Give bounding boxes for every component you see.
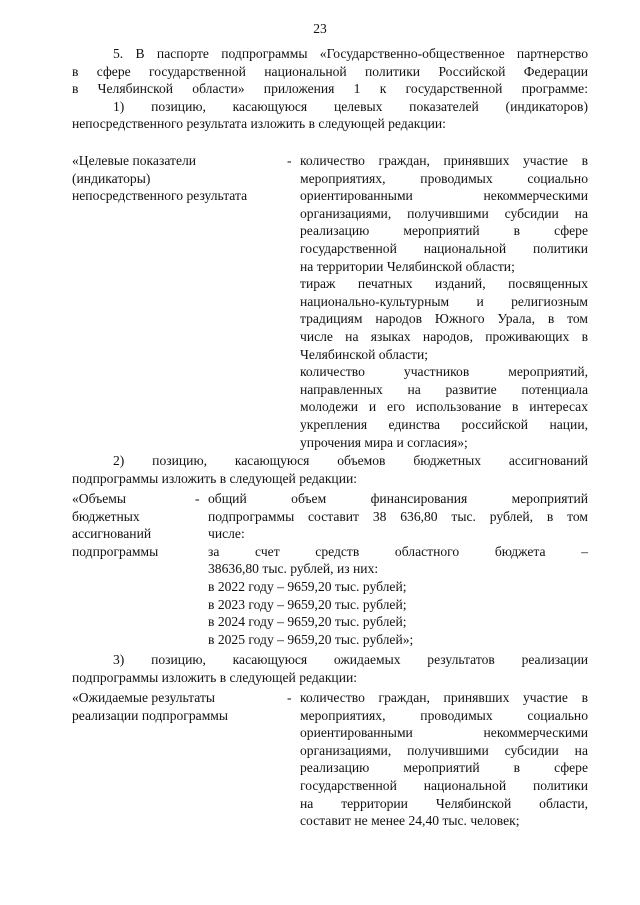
- value-line: мероприятиях, проводимых социально: [300, 170, 588, 186]
- paragraph-line: подпрограммы изложить в следующей редакции:: [72, 470, 358, 486]
- label-line: (индикаторы): [72, 170, 151, 186]
- value-line: на территории Челябинской области,: [300, 795, 588, 811]
- budget-paragraph: [72, 452, 588, 487]
- paragraph-line: 2) позицию, касающуюся объемов бюджетных ассигнований: [113, 453, 588, 468]
- value-line: числе на языках народов, проживающих в: [300, 328, 588, 344]
- expected-results-value: [300, 689, 588, 830]
- value-line: реализацию мероприятий в сфере: [300, 223, 588, 239]
- label-line: «Объемы: [72, 491, 126, 506]
- value-line: укрепления единства российской нации,: [300, 416, 588, 432]
- value-line: в 2025 году – 9659,20 тыс. рублей»;: [208, 631, 414, 647]
- value-line: составит не менее 24,40 тыс. человек;: [300, 813, 520, 829]
- value-line: тираж печатных изданий, посвященных: [300, 276, 588, 292]
- intro-line: 5. В паспорте подпрограммы «Государственно-общественное партнерство: [113, 46, 588, 61]
- expected-results-label: [72, 689, 277, 724]
- value-line: организациями, получившими субсидии на: [300, 742, 588, 758]
- intro-line: в Челябинской области» приложения 1 к государственной программе:: [72, 81, 588, 97]
- value-line: традициям народов Южного Урала, в том: [300, 311, 588, 327]
- value-line: общий объем финансирования мероприятий: [208, 491, 588, 506]
- value-line: организациями, получившими субсидии на: [300, 205, 588, 221]
- value-line: национально-культурным и религиозным: [300, 293, 588, 309]
- value-line: государственной национальной политики: [300, 777, 588, 793]
- intro-line: в сфере государственной национальной политики Российской Федерации: [72, 63, 588, 79]
- value-line: молодежи и его использование в интересах: [300, 399, 588, 415]
- label-line: подпрограммы: [72, 543, 159, 559]
- value-line: 38636,80 тыс. рублей, из них:: [208, 561, 379, 577]
- budget-allocations-block: [72, 490, 588, 650]
- value-line: Челябинской области;: [300, 346, 429, 362]
- value-line: упрочения мира и согласия»;: [300, 434, 468, 450]
- value-line: количество участников мероприятий,: [300, 364, 588, 380]
- value-line: реализацию мероприятий в сфере: [300, 760, 588, 776]
- value-line: в 2022 году – 9659,20 тыс. рублей;: [208, 578, 407, 594]
- value-line: в 2024 году – 9659,20 тыс. рублей;: [208, 614, 407, 630]
- intro-paragraph: [72, 45, 588, 133]
- intro-line: 1) позицию, касающуюся целевых показателей (индикаторов): [113, 98, 588, 114]
- label-line: реализации подпрограммы: [72, 707, 229, 723]
- dash-separator: -: [287, 153, 292, 168]
- value-line: направленных на развитие потенциала: [300, 381, 588, 397]
- value-line: на территории Челябинской области;: [300, 258, 515, 274]
- paragraph-line: 3) позицию, касающуюся ожидаемых результатов реализации: [113, 652, 588, 667]
- value-line: за счет средств областного бюджета –: [208, 543, 588, 559]
- label-line: ассигнований: [72, 526, 152, 542]
- target-indicators-block: [72, 152, 588, 452]
- label-line: непосредственного результата: [72, 188, 248, 204]
- paragraph-line: подпрограммы изложить в следующей редакции:: [72, 669, 358, 685]
- value-line: подпрограммы составит 38 636,80 тыс. рублей, в том: [208, 508, 588, 524]
- value-line: ориентированными некоммерческими: [300, 188, 588, 204]
- budget-allocations-label: [72, 490, 192, 560]
- dash-separator: -: [287, 690, 292, 705]
- expected-results-block: [72, 689, 588, 834]
- target-indicators-label: [72, 152, 277, 205]
- value-line: в 2023 году – 9659,20 тыс. рублей;: [208, 596, 407, 612]
- dash-separator: -: [195, 491, 200, 506]
- value-line: количество граждан, принявших участие в: [300, 153, 588, 168]
- label-line: «Ожидаемые результаты: [72, 690, 216, 705]
- budget-allocations-value: [208, 490, 588, 648]
- target-indicators-value: [300, 152, 588, 451]
- intro-line: непосредственного результата изложить в следующей редакции:: [72, 116, 446, 132]
- page-number: 23: [313, 21, 327, 36]
- value-line: количество граждан, принявших участие в: [300, 690, 588, 705]
- results-paragraph: [72, 651, 588, 686]
- value-line: ориентированными некоммерческими: [300, 725, 588, 741]
- label-line: бюджетных: [72, 508, 140, 524]
- value-line: числе:: [208, 526, 245, 542]
- value-line: государственной национальной политики: [300, 240, 588, 256]
- value-line: мероприятиях, проводимых социально: [300, 707, 588, 723]
- label-line: «Целевые показатели: [72, 153, 197, 168]
